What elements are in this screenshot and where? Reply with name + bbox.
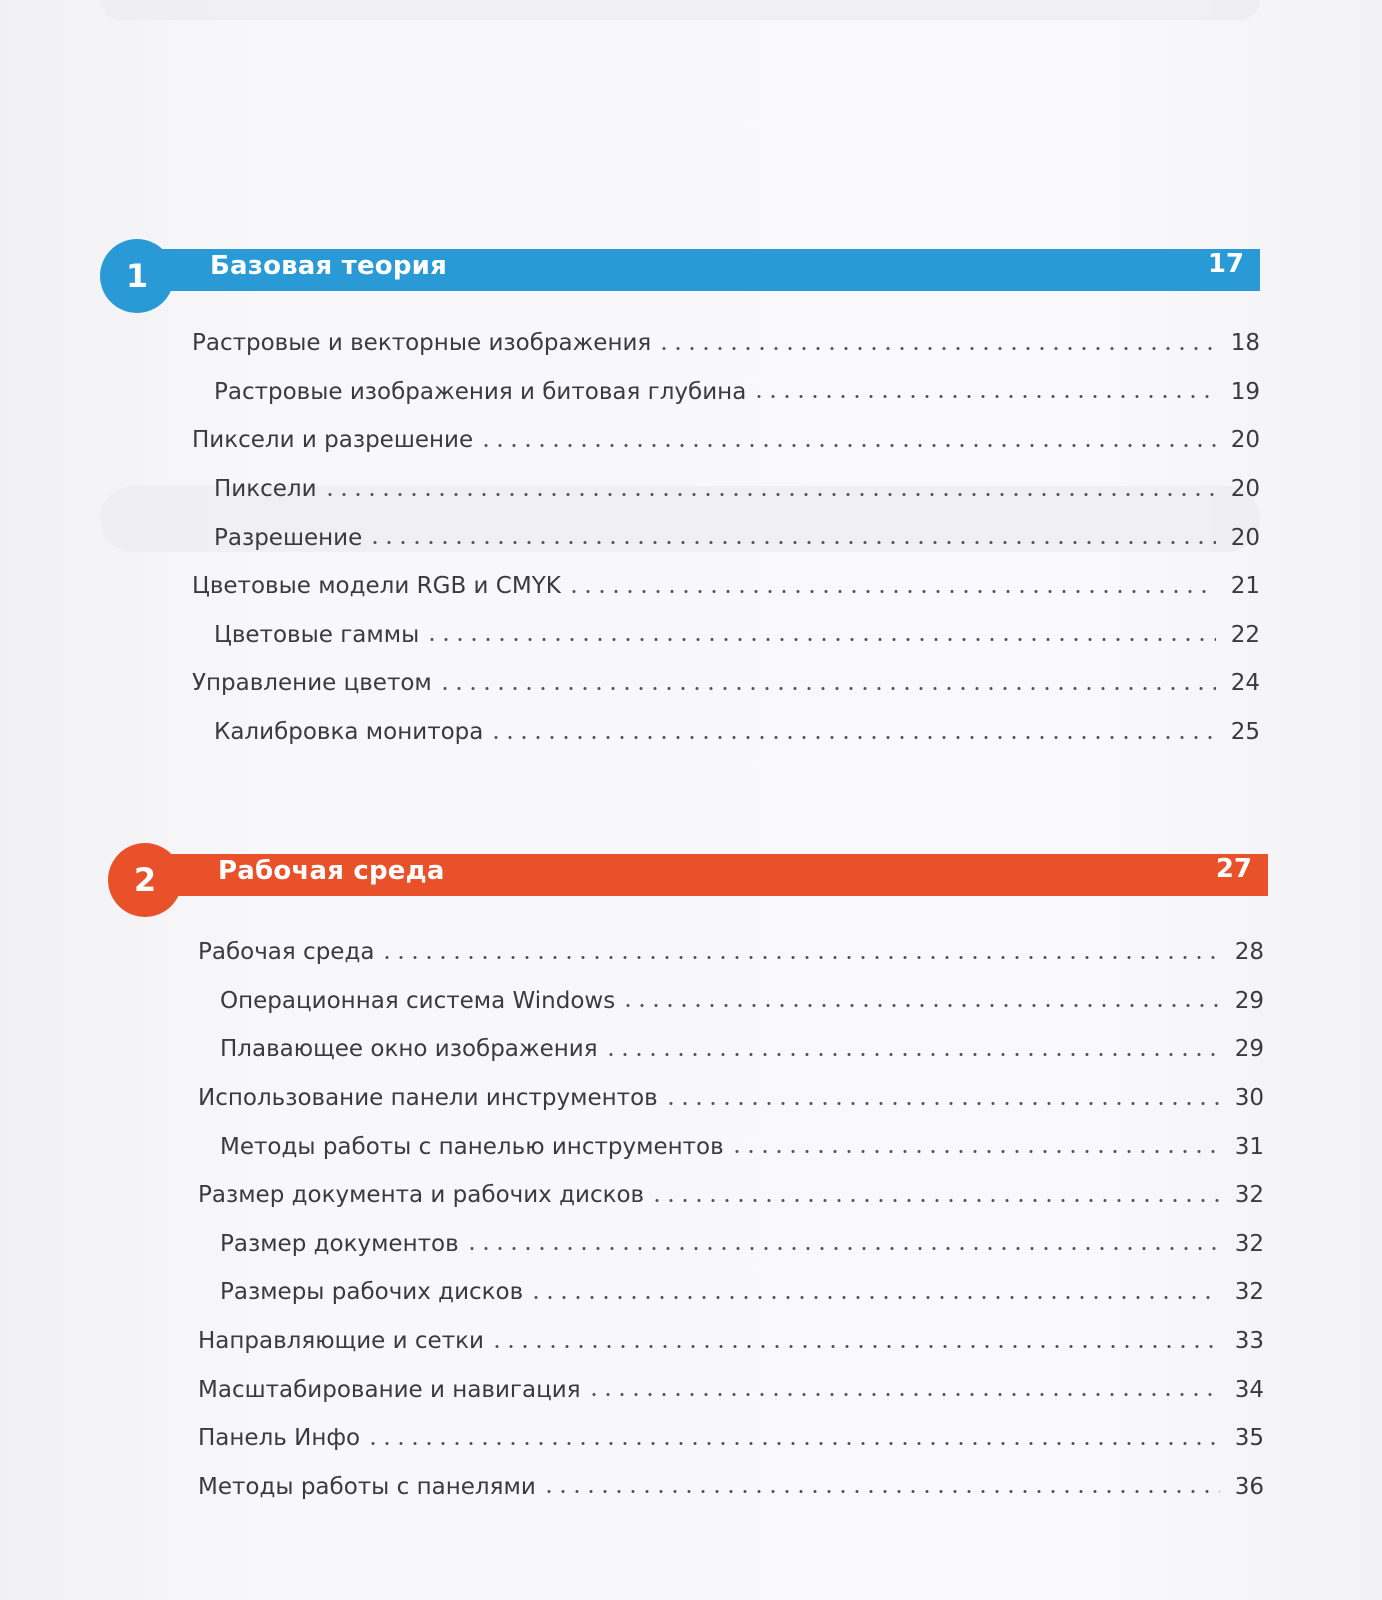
dot-leader [489,735,1216,740]
toc-entry-page: 20 [1230,524,1260,551]
toc-entry-page: 20 [1230,427,1260,454]
dot-leader [438,686,1216,691]
dot-leader [380,955,1220,960]
toc-entry-page: 35 [1234,1425,1264,1452]
toc-entry[interactable] [198,1122,1264,1171]
toc-entry[interactable] [192,611,1260,660]
dot-leader [465,1246,1220,1251]
toc-entry[interactable] [198,1414,1264,1463]
toc-entry-title: Управление цветом [192,670,432,697]
toc-entry-title: Использование панели инструментов [198,1085,658,1112]
dot-leader [542,1489,1220,1494]
toc-entry-title: Операционная система Windows [220,987,616,1014]
dot-leader [529,1295,1220,1300]
chapter-2-toc [198,928,1264,1511]
dot-leader [425,637,1216,642]
toc-entry[interactable] [192,659,1260,708]
toc-entry[interactable] [192,465,1260,514]
toc-entry-title: Направляющие и сетки [198,1328,484,1355]
chapter-2-header[interactable] [108,846,1268,899]
toc-entry-title: Размеры рабочих дисков [220,1279,524,1306]
toc-entry-page: 20 [1230,476,1260,503]
toc-entry-title: Рабочая среда [198,939,375,966]
toc-entry[interactable] [198,977,1264,1026]
toc-entry-title: Цветовые гаммы [214,621,420,648]
toc-entry-page: 32 [1234,1230,1264,1257]
chapter-2-title: Рабочая среда [218,856,445,886]
dot-leader [604,1052,1220,1057]
toc-entry-title: Методы работы с панелью инструментов [220,1133,724,1160]
toc-entry[interactable] [198,928,1264,977]
toc-entry[interactable] [198,1220,1264,1269]
toc-entry[interactable] [198,1365,1264,1414]
toc-entry-page: 31 [1234,1133,1264,1160]
dot-leader [587,1392,1220,1397]
dot-leader [730,1149,1220,1154]
toc-entry[interactable] [198,1317,1264,1366]
toc-entry[interactable] [192,708,1260,757]
toc-entry-title: Размер документа и рабочих дисков [198,1182,645,1209]
toc-entry-page: 21 [1230,573,1260,600]
toc-entry-title: Масштабирование и навигация [198,1376,581,1403]
toc-entry[interactable] [198,1268,1264,1317]
show-through-bar [100,0,1260,20]
toc-entry-title: Размер документов [220,1230,459,1257]
toc-entry-title: Панель Инфо [198,1425,361,1452]
toc-entry-title: Растровые изображения и битовая глубина [214,378,747,405]
toc-entry-page: 32 [1234,1182,1264,1209]
toc-entry-title: Калибровка монитора [214,719,484,746]
toc-entry-page: 28 [1234,939,1264,966]
chapter-1-number: 1 [100,239,174,313]
toc-entry-page: 22 [1230,621,1260,648]
toc-entry[interactable] [192,416,1260,465]
dot-leader [752,394,1216,399]
toc-entry-page: 29 [1234,987,1264,1014]
toc-entry-title: Растровые и векторные изображения [192,330,652,357]
dot-leader [657,346,1216,351]
toc-entry[interactable] [198,1074,1264,1123]
toc-entry-page: 36 [1234,1473,1264,1500]
dot-leader [479,443,1216,448]
toc-entry-title: Пиксели и разрешение [192,427,474,454]
dot-leader [368,540,1216,545]
dot-leader [490,1344,1220,1349]
dot-leader [664,1101,1220,1106]
toc-entry-title: Плавающее окно изображения [220,1036,598,1063]
chapter-2-number: 2 [108,843,182,917]
toc-entry[interactable] [192,562,1260,611]
toc-entry-title: Методы работы с панелями [198,1473,536,1500]
toc-entry-page: 29 [1234,1036,1264,1063]
toc-entry-title: Пиксели [214,476,317,503]
toc-entry[interactable] [192,368,1260,417]
toc-entry-page: 19 [1230,378,1260,405]
chapter-1-header[interactable] [100,241,1260,295]
toc-entry-page: 33 [1234,1328,1264,1355]
toc-entry-page: 25 [1230,719,1260,746]
toc-entry-page: 24 [1230,670,1260,697]
dot-leader [650,1198,1220,1203]
toc-entry[interactable] [198,1463,1264,1512]
toc-entry-page: 32 [1234,1279,1264,1306]
dot-leader [567,589,1216,594]
chapter-1-title: Базовая теория [210,251,447,281]
toc-entry[interactable] [192,319,1260,368]
dot-leader [621,1003,1220,1008]
toc-entry[interactable] [198,1171,1264,1220]
dot-leader [323,492,1216,497]
chapter-1-toc [192,319,1260,756]
chapter-1-page: 17 [1207,249,1244,279]
dot-leader [366,1441,1220,1446]
toc-entry-page: 30 [1234,1085,1264,1112]
toc-entry-page: 34 [1234,1376,1264,1403]
toc-entry-title: Разрешение [214,524,363,551]
toc-entry-title: Цветовые модели RGB и CMYK [192,573,561,600]
toc-entry[interactable] [192,513,1260,562]
toc-entry[interactable] [198,1025,1264,1074]
toc-entry-page: 18 [1230,330,1260,357]
chapter-2-page: 27 [1215,854,1252,884]
